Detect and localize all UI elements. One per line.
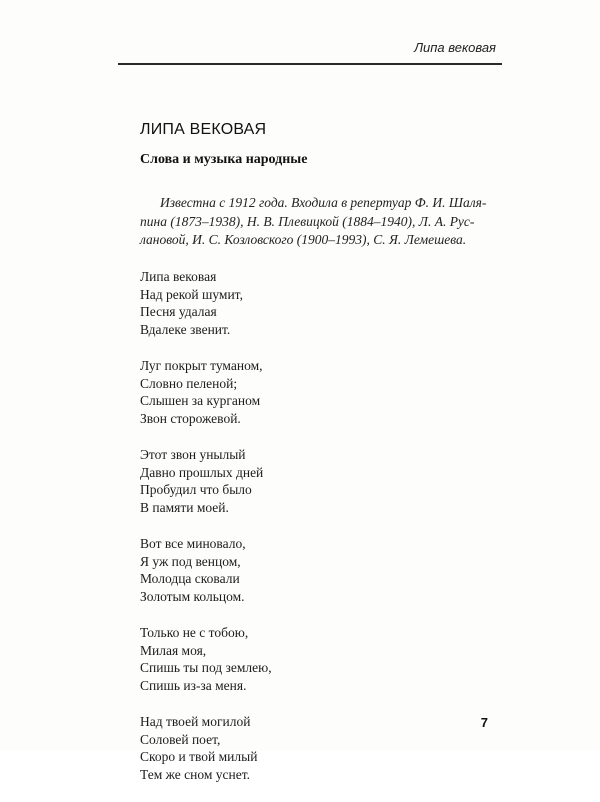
verse-line: Тем же сном уснет. [140,766,251,782]
header-rule [118,63,502,65]
verse-line: Вот все миновало, [140,536,246,551]
history-note [140,194,485,250]
song-title: ЛИПА ВЕКОВАЯ [140,121,267,138]
verse-line: Луг покрыт туманом, [140,358,263,373]
verse-line: Золотым кольцом. [140,588,245,604]
verse-line: Спишь ты под землею, [140,660,272,675]
page-number: 7 [480,715,488,730]
verse-line: Молодца сковали [140,571,240,586]
stanza [140,446,272,516]
verse-line: В памяти моей. [140,499,229,515]
verse-line: Только не с тобою, [140,625,249,640]
verse-line: Слышен за курганом [140,393,261,408]
verse-line: Над твоей могилой [140,714,251,729]
verse-line: Песня удалая [140,304,217,319]
stanza [140,713,272,783]
note-line: лановой, И. С. Козловского (1900–1993), С. Я. Лемешева. [140,232,467,247]
stanza [140,535,272,605]
verse-line: Спишь из-за меня. [140,677,247,693]
verse-line: Липа вековая [140,269,217,284]
verse-line: Словно пеленой; [140,375,238,391]
note-line: пина (1873–1938), Н. В. Плевицкой (1884–1940), Л. А. Рус- [140,213,475,229]
note-line: Известна с 1912 года. Входила в репертуар Ф. И. Шаля- [160,195,487,210]
verse-line: Давно прошлых дней [140,464,264,480]
verse-line: Над рекой шумит, [140,286,243,302]
stanza [140,268,272,338]
verse-line: Вдалеке звенит. [140,321,231,337]
verse-line: Милая моя, [140,642,207,658]
verse-line: Этот звон унылый [140,447,246,462]
poem [140,268,272,802]
running-head: Липа вековая [414,40,496,55]
song-subtitle: Слова и музыка народные [140,152,308,167]
verse-line: Пробудил что было [140,482,252,497]
verse-line: Звон сторожевой. [140,410,241,426]
verse-line: Соловей поет, [140,731,221,747]
stanza [140,357,272,427]
verse-line: Я уж под венцом, [140,553,241,569]
verse-line: Скоро и твой милый [140,749,258,764]
stanza [140,624,272,694]
